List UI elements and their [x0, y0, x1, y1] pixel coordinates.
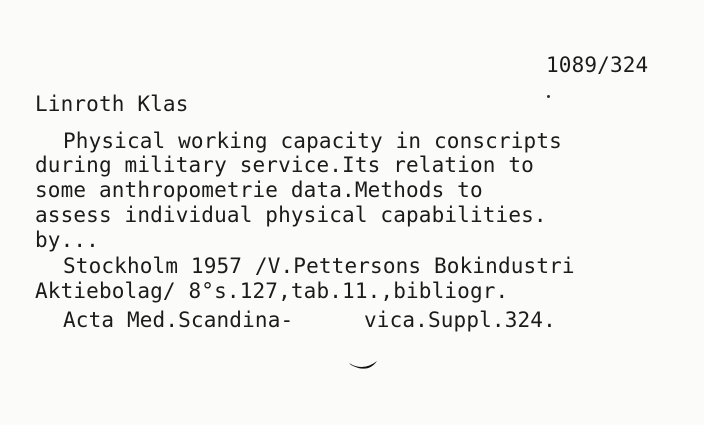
- title-line: some anthropometrie data.Methods to: [35, 178, 483, 202]
- author-name: Linroth Klas: [35, 92, 189, 116]
- punch-hole-mark: [346, 352, 380, 378]
- title-line: by...: [35, 228, 99, 252]
- call-number: 1089/324: [546, 53, 649, 77]
- title-line: during military service.Its relation to: [35, 153, 534, 177]
- imprint-line: Stockholm 1957 /V.Pettersons Bokindustri: [63, 254, 575, 278]
- ink-speck: [547, 95, 550, 98]
- series-note-part: vica.Suppl.324.: [364, 308, 556, 332]
- title-line: assess individual physical capabilities.: [35, 203, 547, 227]
- series-note-part: Acta Med.Scandina-: [63, 308, 294, 332]
- title-line: Physical working capacity in conscripts: [63, 129, 562, 153]
- imprint-line: Aktiebolag/ 8°s.127,tab.11.,bibliogr.: [35, 279, 509, 303]
